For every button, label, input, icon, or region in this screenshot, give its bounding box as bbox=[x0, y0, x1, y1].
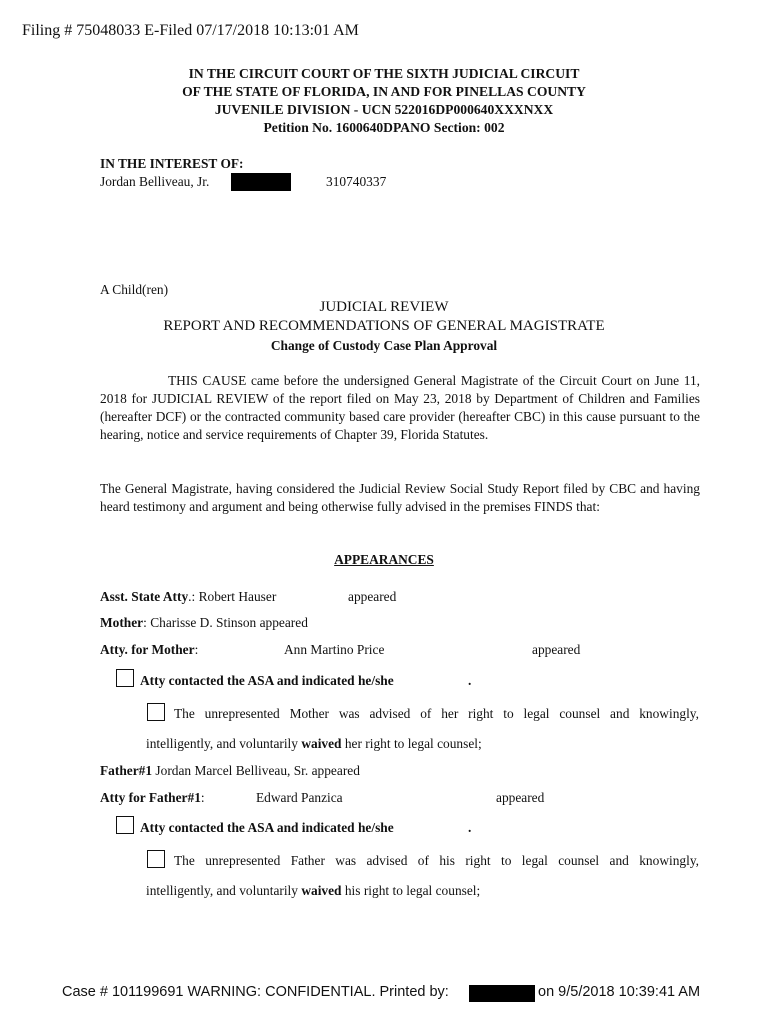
footer-left: Case # 101199691 WARNING: CONFIDENTIAL. Printed by: bbox=[62, 984, 449, 1000]
father-asa-checkbox[interactable] bbox=[116, 816, 134, 834]
title-line-2: REPORT AND RECOMMENDATIONS OF GENERAL MAGISTRATE bbox=[163, 318, 605, 334]
mother-label: Mother bbox=[100, 615, 144, 630]
children-label: A Child(ren) bbox=[100, 282, 169, 297]
father-waiver-post: his right to legal counsel; bbox=[341, 883, 481, 898]
mother-details: : Charisse D. Stinson appeared bbox=[143, 615, 308, 630]
mother-asa-checkbox[interactable] bbox=[116, 669, 134, 687]
atty-father-status: appeared bbox=[496, 790, 545, 805]
court-line-3: JUVENILE DIVISION - UCN 522016DP000640XXXNXX bbox=[214, 102, 554, 117]
title-line-1: JUDICIAL REVIEW bbox=[319, 299, 449, 315]
atty-mother-status: appeared bbox=[532, 642, 581, 657]
appearances-heading: APPEARANCES bbox=[334, 552, 434, 567]
asst-state-atty-status: appeared bbox=[348, 589, 397, 604]
findings-paragraph: The General Magistrate, having considered the Judicial Review Social Study Report filed by CBC and having heard testimony and argument and being otherwise fully advised in the premises FINDS that: bbox=[100, 481, 700, 514]
court-line-1: IN THE CIRCUIT COURT OF THE SIXTH JUDICIAL CIRCUIT bbox=[188, 66, 580, 81]
asst-state-atty-line bbox=[100, 589, 276, 605]
atty-mother-colon: : bbox=[194, 642, 199, 657]
father-asa-text: Atty contacted the ASA and indicated he/she bbox=[140, 820, 394, 835]
father-waiver-pre: intelligently, and voluntarily bbox=[146, 883, 302, 898]
atty-father-colon: : bbox=[200, 790, 205, 805]
atty-mother-line bbox=[100, 642, 198, 658]
atty-father-line bbox=[100, 790, 205, 806]
mother-asa-text: Atty contacted the ASA and indicated he/she bbox=[140, 673, 394, 688]
atty-mother-label: Atty. for Mother bbox=[100, 642, 195, 657]
father-asa-trail: . bbox=[468, 820, 472, 835]
footer-right: on 9/5/2018 10:39:41 AM bbox=[538, 984, 701, 1000]
atty-mother-name: Ann Martino Price bbox=[284, 642, 385, 657]
court-line-2: OF THE STATE OF FLORIDA, IN AND FOR PINELLAS COUNTY bbox=[182, 84, 586, 99]
asst-state-atty-colon: .: bbox=[188, 589, 199, 604]
mother-waiver-line-1: The unrepresented Mother was advised of her right to legal counsel and knowingly, bbox=[174, 706, 699, 721]
mother-waiver-line-2 bbox=[146, 736, 482, 752]
petition-line: Petition No. 1600640DPANO Section: 002 bbox=[263, 120, 505, 135]
title-line-3: Change of Custody Case Plan Approval bbox=[270, 338, 498, 353]
interest-label: IN THE INTEREST OF: bbox=[100, 156, 244, 171]
mother-line bbox=[100, 615, 308, 631]
child-id: 310740337 bbox=[326, 174, 387, 189]
mother-waiver-checkbox[interactable] bbox=[147, 703, 165, 721]
asst-state-atty-name: Robert Hauser bbox=[198, 589, 277, 604]
redaction-block bbox=[231, 173, 291, 191]
filing-header: Filing # 75048033 E-Filed 07/17/2018 10:13:01 AM bbox=[22, 22, 359, 39]
atty-father-label: Atty for Father#1 bbox=[100, 790, 201, 805]
mother-asa-trail: . bbox=[468, 673, 472, 688]
asst-state-atty-label: Asst. State Atty bbox=[100, 589, 189, 604]
mother-waiver-pre: intelligently, and voluntarily bbox=[146, 736, 302, 751]
father-waiver-checkbox[interactable] bbox=[147, 850, 165, 868]
father-details: Jordan Marcel Belliveau, Sr. appeared bbox=[152, 763, 360, 778]
mother-waiver-bold: waived bbox=[301, 736, 342, 751]
child-name: Jordan Belliveau, Jr. bbox=[100, 174, 210, 189]
father-waiver-line-2 bbox=[146, 883, 480, 899]
cause-paragraph: THIS CAUSE came before the undersigned General Magistrate of the Circuit Court on June 11, 2018 for JUDICIAL REVIEW of the report filed on May 23, 2018 by Department of Children and Families (hereafter DCF) or the contracted community based care provider (hereafter CBC) in this cause pursuant to the hearing, notice and service requirements of Chapter 39, Florida Statutes. bbox=[100, 373, 700, 442]
father-label: Father#1 bbox=[100, 763, 153, 778]
father-line bbox=[100, 763, 360, 779]
footer-redaction-block bbox=[469, 985, 535, 1002]
father-waiver-line-1: The unrepresented Father was advised of his right to legal counsel and knowingly, bbox=[174, 853, 699, 868]
atty-father-name: Edward Panzica bbox=[256, 790, 343, 805]
mother-waiver-post: her right to legal counsel; bbox=[341, 736, 482, 751]
father-waiver-bold: waived bbox=[301, 883, 342, 898]
